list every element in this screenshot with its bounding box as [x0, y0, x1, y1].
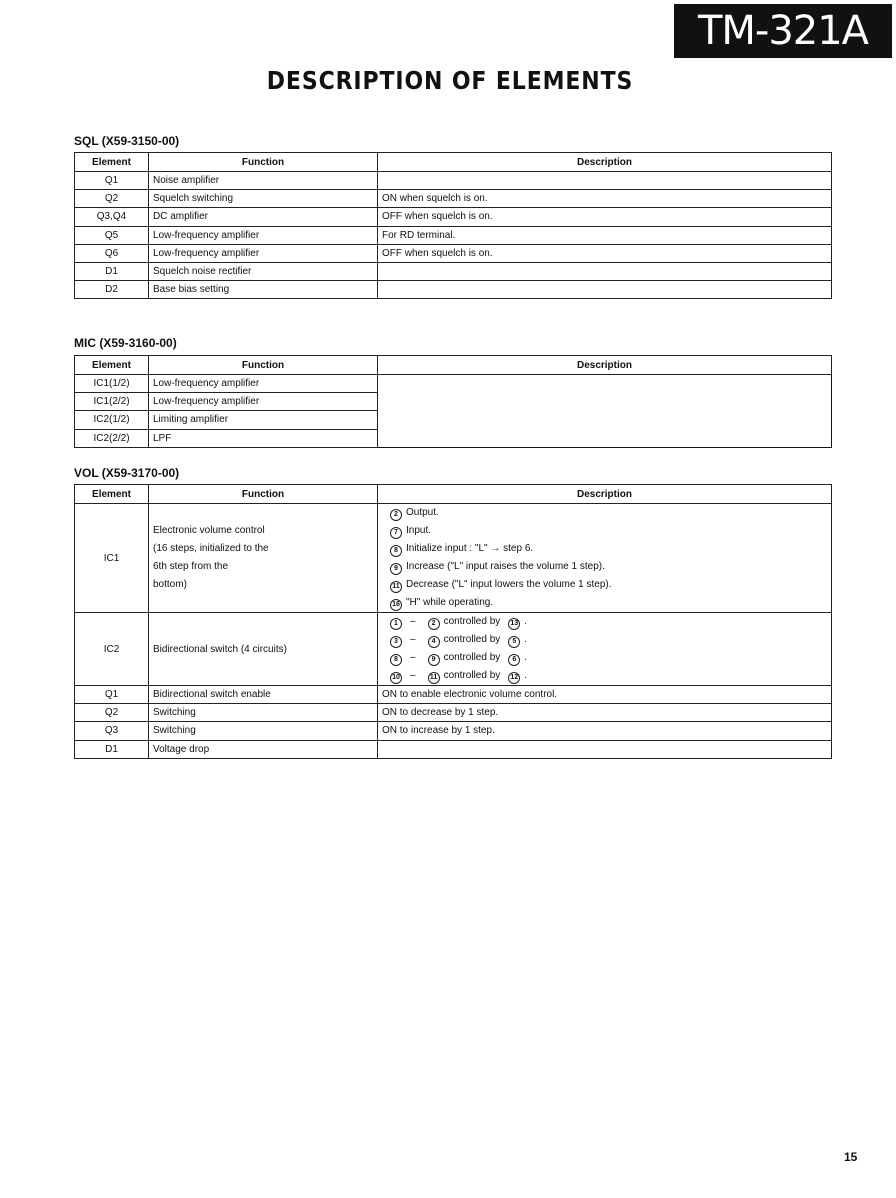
function-cell: Squelch noise rectifier	[149, 262, 378, 280]
description-cell: For RD terminal.	[378, 226, 832, 244]
page-title: DESCRIPTION OF ELEMENTS	[266, 66, 634, 95]
function-line: Electronic volume control	[153, 525, 265, 536]
description-line	[382, 594, 827, 612]
table-row	[75, 429, 832, 447]
function-line: (16 steps, initialized to the	[153, 543, 269, 554]
table-row	[75, 226, 832, 244]
column-header-element: Element	[75, 153, 149, 172]
table-row-ic1	[75, 504, 832, 613]
description-text: Output.	[406, 507, 439, 518]
column-header-function: Function	[149, 356, 378, 375]
period: .	[524, 634, 528, 645]
description-text: controlled by	[443, 670, 501, 681]
element-cell: Q1	[75, 686, 149, 704]
description-cell: ON when squelch is on.	[378, 190, 832, 208]
element-cell: IC1(2/2)	[75, 393, 149, 411]
element-cell: D2	[75, 281, 149, 299]
dash-separator: –	[410, 616, 416, 627]
element-cell: IC2(1/2)	[75, 411, 149, 429]
pin-number-badge: 7	[390, 527, 402, 539]
element-cell: IC2	[75, 613, 149, 686]
function-cell: Limiting amplifier	[149, 411, 378, 429]
description-text: controlled by	[443, 652, 501, 663]
description-text: "H" while operating.	[406, 597, 494, 608]
pin-number-badge: 1	[390, 618, 402, 630]
description-line	[382, 631, 827, 649]
description-cell: OFF when squelch is on.	[378, 208, 832, 226]
sql-table-body	[75, 172, 832, 299]
description-cell	[378, 281, 832, 299]
vol-section-title: VOL (X59-3170-00)	[74, 466, 180, 480]
pin-number-badge: 4	[428, 636, 440, 648]
description-line	[382, 558, 827, 576]
function-cell: Base bias setting	[149, 281, 378, 299]
sql-header-row	[75, 153, 832, 172]
table-row	[75, 244, 832, 262]
description-line	[382, 504, 827, 522]
pin-number-badge: 10	[390, 672, 402, 684]
description-line	[382, 667, 827, 685]
element-cell: Q2	[75, 704, 149, 722]
table-row	[75, 393, 832, 411]
description-text: controlled by	[443, 616, 501, 627]
function-cell: Low-frequency amplifier	[149, 393, 378, 411]
sql-table	[74, 152, 832, 299]
description-line	[382, 576, 827, 594]
mic-table-body	[75, 375, 832, 448]
page-number: 15	[844, 1150, 858, 1164]
description-text: controlled by	[443, 634, 501, 645]
function-cell	[149, 504, 378, 613]
vol-header-row	[75, 485, 832, 504]
mic-header-row	[75, 356, 832, 375]
column-header-function: Function	[149, 485, 378, 504]
description-cell	[378, 740, 832, 758]
pin-number-badge: 6	[508, 654, 520, 666]
table-row	[75, 262, 832, 280]
description-line	[382, 522, 827, 540]
column-header-function: Function	[149, 153, 378, 172]
element-cell: Q2	[75, 190, 149, 208]
dash-separator: –	[410, 634, 416, 645]
pin-number-badge: 3	[390, 636, 402, 648]
function-cell: DC amplifier	[149, 208, 378, 226]
element-cell: Q3,Q4	[75, 208, 149, 226]
description-line	[382, 649, 827, 667]
description-cell	[378, 504, 832, 613]
function-cell: Switching	[149, 722, 378, 740]
function-cell: Squelch switching	[149, 190, 378, 208]
element-cell: Q1	[75, 172, 149, 190]
element-cell: Q6	[75, 244, 149, 262]
pin-number-badge: 11	[390, 581, 402, 593]
model-tag: TM-321A	[674, 4, 892, 58]
description-cell: ON to increase by 1 step.	[378, 722, 832, 740]
description-cell: ON to decrease by 1 step.	[378, 704, 832, 722]
table-row	[75, 208, 832, 226]
description-line	[382, 540, 827, 558]
description-cell	[378, 613, 832, 686]
element-cell: D1	[75, 262, 149, 280]
function-cell: Low-frequency amplifier	[149, 244, 378, 262]
sql-section-title: SQL (X59-3150-00)	[74, 134, 180, 148]
column-header-element: Element	[75, 356, 149, 375]
period: .	[524, 616, 528, 627]
table-row	[75, 704, 832, 722]
column-header-element: Element	[75, 485, 149, 504]
description-text: Initialize input : "L" → step 6.	[406, 543, 534, 554]
table-row-ic2	[75, 613, 832, 686]
function-cell: Bidirectional switch enable	[149, 686, 378, 704]
pin-number-badge: 12	[508, 672, 520, 684]
function-cell: Low-frequency amplifier	[149, 226, 378, 244]
description-cell	[378, 262, 832, 280]
pin-number-badge: 13	[508, 618, 520, 630]
pin-number-badge: 8	[390, 545, 402, 557]
period: .	[524, 670, 528, 681]
description-text: Decrease ("L" input lowers the volume 1 step).	[406, 579, 612, 590]
function-cell: Voltage drop	[149, 740, 378, 758]
function-line: 6th step from the	[153, 561, 229, 572]
mic-section-title: MIC (X59-3160-00)	[74, 336, 177, 350]
element-cell: Q3	[75, 722, 149, 740]
table-row	[75, 281, 832, 299]
vol-table-body	[75, 504, 832, 759]
element-cell: IC1(1/2)	[75, 375, 149, 393]
pin-number-badge: 9	[428, 654, 440, 666]
description-cell: ON to enable electronic volume control.	[378, 686, 832, 704]
element-cell: D1	[75, 740, 149, 758]
table-row	[75, 190, 832, 208]
function-line: bottom)	[153, 579, 187, 590]
function-cell: Low-frequency amplifier	[149, 375, 378, 393]
column-header-description: Description	[378, 356, 832, 375]
function-cell: LPF	[149, 429, 378, 447]
function-cell: Bidirectional switch (4 circuits)	[149, 613, 378, 686]
column-header-description: Description	[378, 485, 832, 504]
element-cell: Q5	[75, 226, 149, 244]
period: .	[524, 652, 528, 663]
description-text: Input.	[406, 525, 432, 536]
column-header-description: Description	[378, 153, 832, 172]
function-cell: Noise amplifier	[149, 172, 378, 190]
description-line	[382, 613, 827, 631]
table-row	[75, 722, 832, 740]
pin-number-badge: 9	[390, 563, 402, 575]
element-cell: IC1	[75, 504, 149, 613]
element-cell: IC2(2/2)	[75, 429, 149, 447]
pin-number-badge: 5	[508, 636, 520, 648]
description-text: Increase ("L" input raises the volume 1 step).	[406, 561, 605, 572]
table-row	[75, 740, 832, 758]
pin-number-badge: 2	[428, 618, 440, 630]
table-row	[75, 686, 832, 704]
pin-number-badge: 2	[390, 509, 402, 521]
function-cell: Switching	[149, 704, 378, 722]
pin-number-badge: 16	[390, 599, 402, 611]
description-cell	[378, 172, 832, 190]
mic-table	[74, 355, 832, 448]
dash-separator: –	[410, 670, 416, 681]
table-row	[75, 375, 832, 393]
vol-table	[74, 484, 832, 759]
pin-number-badge: 8	[390, 654, 402, 666]
table-row	[75, 411, 832, 429]
dash-separator: –	[410, 652, 416, 663]
description-cell: OFF when squelch is on.	[378, 244, 832, 262]
pin-number-badge: 11	[428, 672, 440, 684]
table-row	[75, 172, 832, 190]
